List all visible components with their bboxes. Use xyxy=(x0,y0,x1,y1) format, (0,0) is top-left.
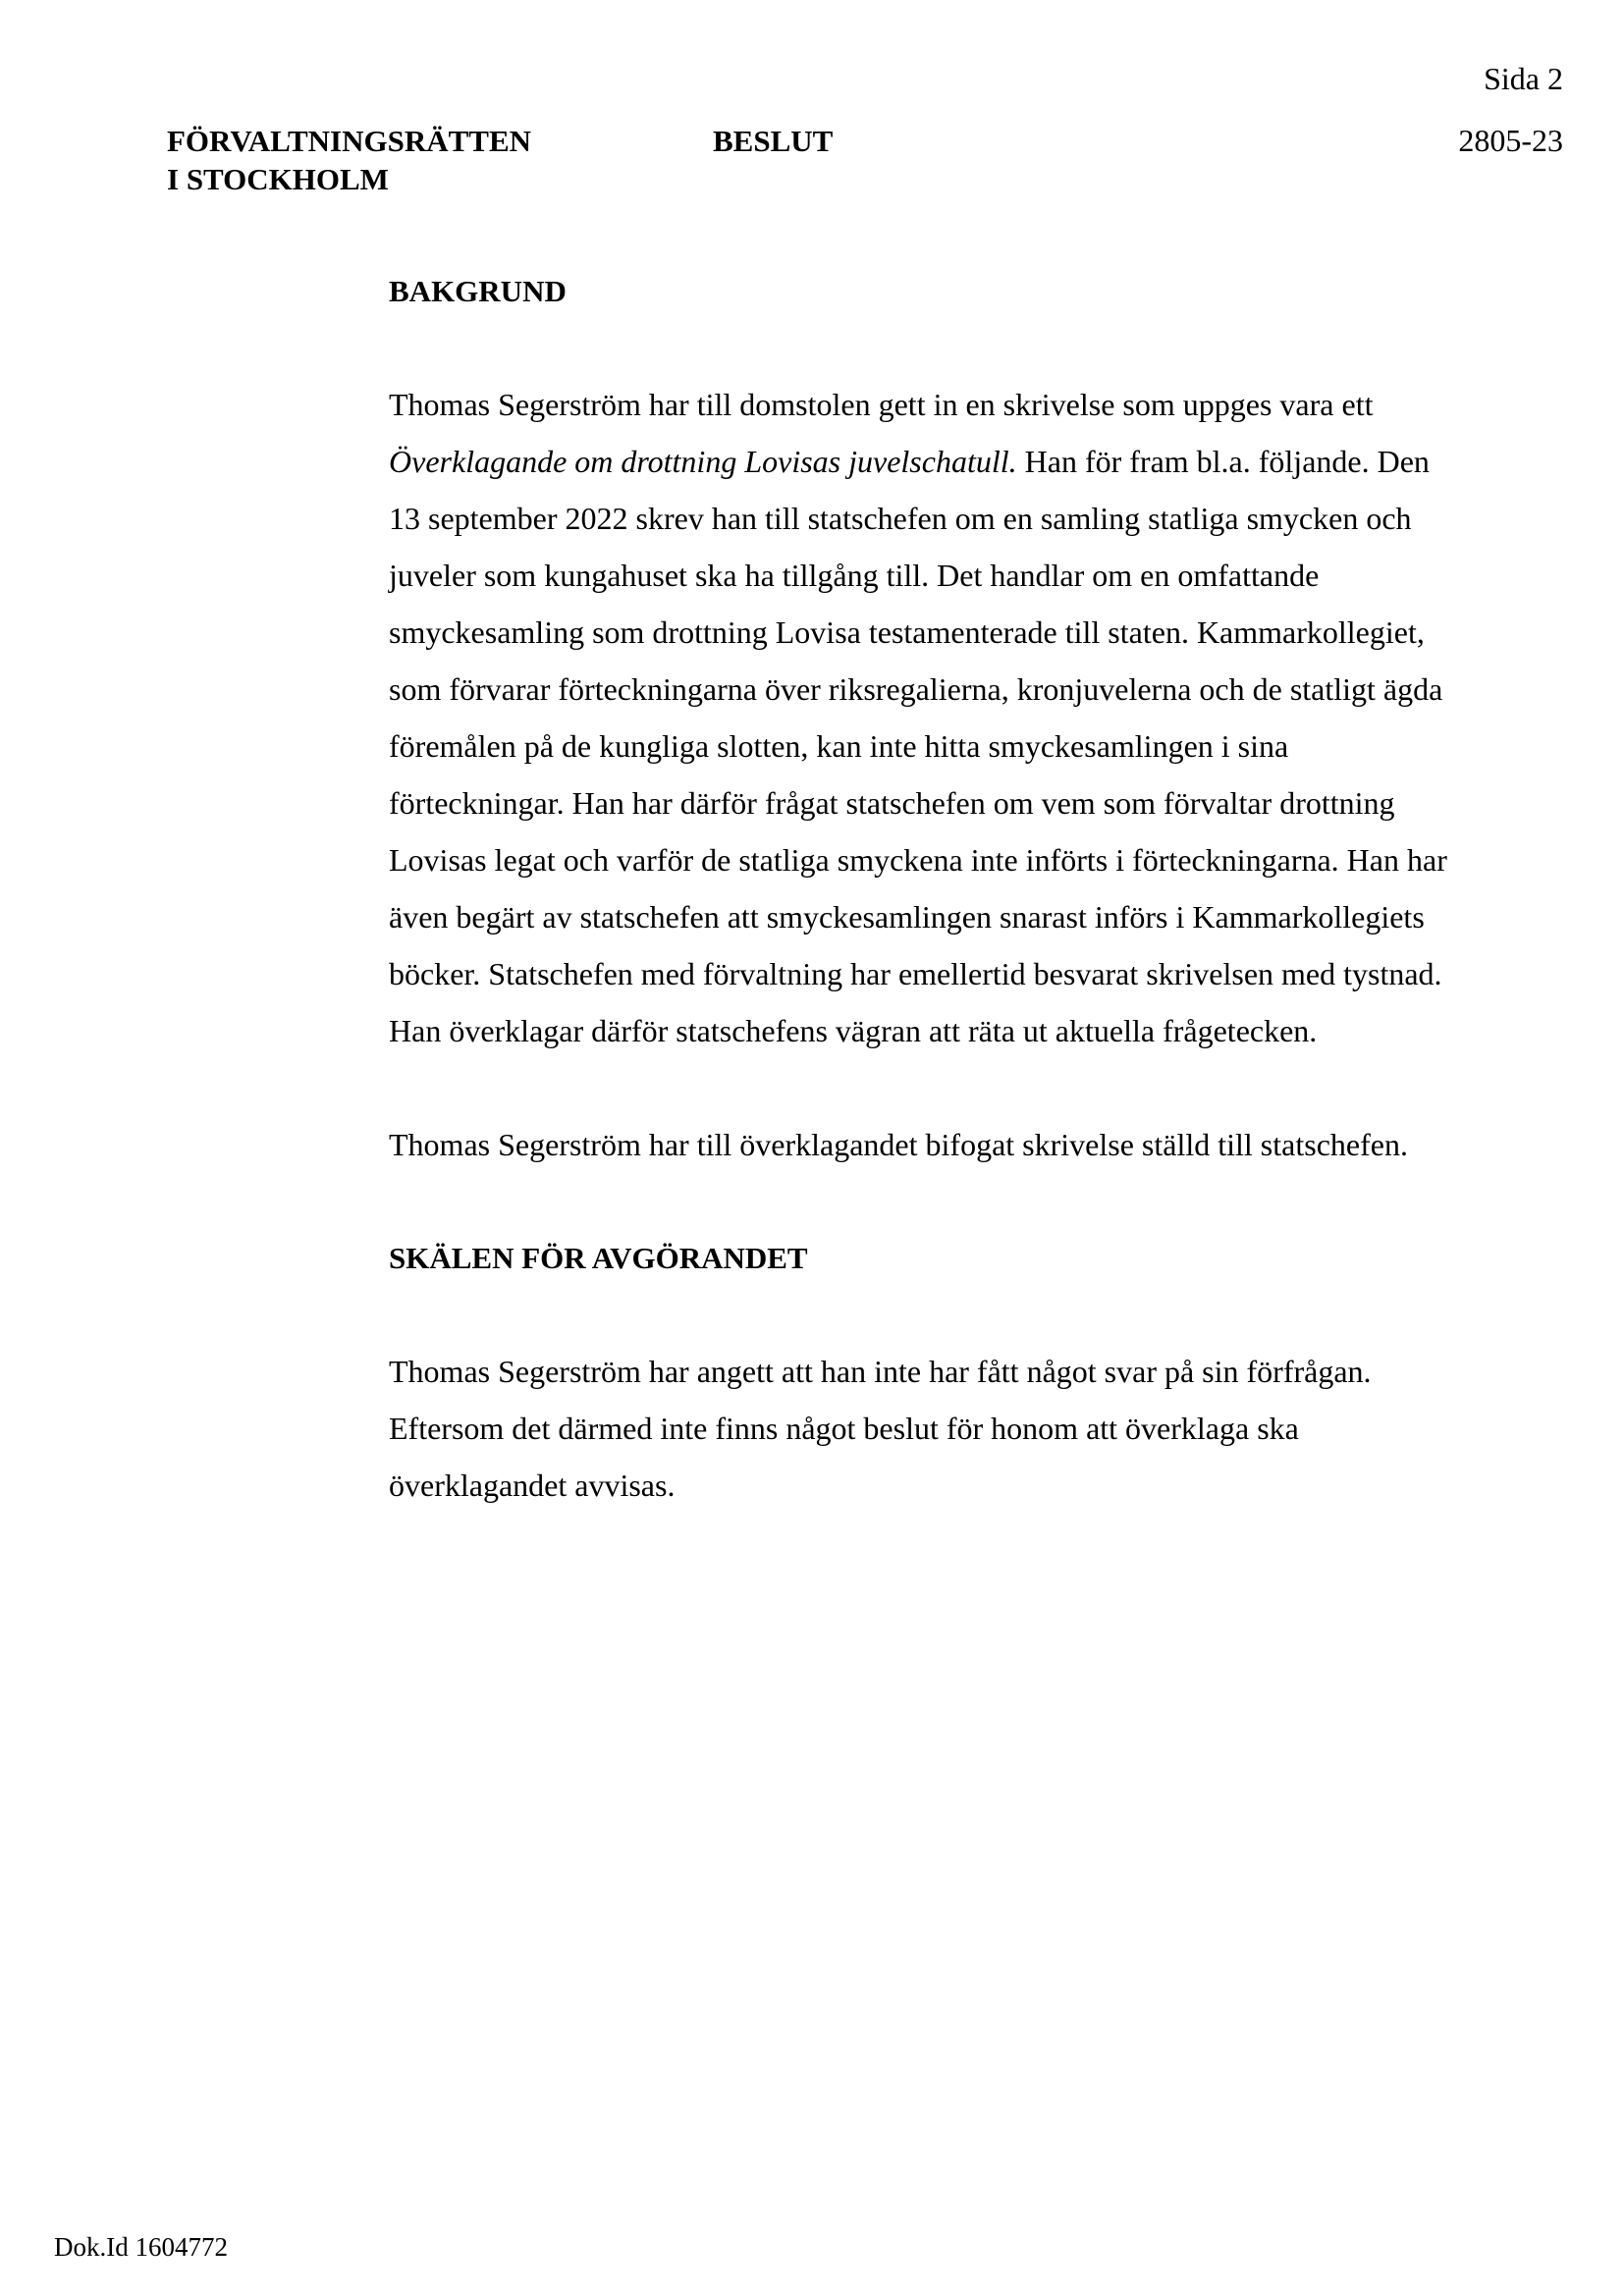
court-name xyxy=(167,122,531,198)
page-number: Sida 2 xyxy=(1484,61,1563,96)
reasons-paragraph-1: Thomas Segerström har angett att han inte har fått något svar på sin förfrågan. Eftersom det därmed inte finns något beslut för honom att överklaga ska överklagandet avvisas. xyxy=(389,1354,1372,1503)
document-id: Dok.Id 1604772 xyxy=(54,2232,228,2262)
document-type: BESLUT xyxy=(713,124,834,158)
heading-reasons: SKÄLEN FÖR AVGÖRANDET xyxy=(389,1241,808,1275)
heading-background: BAKGRUND xyxy=(389,274,567,308)
background-p1-part1: Thomas Segerström har till domstolen gett in en skrivelse som uppges vara ett xyxy=(389,387,1374,422)
document-body xyxy=(389,263,1449,1514)
background-p1-part2: Han för fram bl.a. följande. Den 13 september 2022 skrev han till statschefen om en samling statliga smycken och juveler som kungahuset ska ha tillgång till. Det handlar om en omfattande smyckesamling som drottning Lovisa testamenterade till staten. Kammarkollegiet, som förvarar förteckningarna över riksregalierna, kronjuvelerna och de statligt ägda föremålen på de kungliga slotten, kan inte hitta smyckesamlingen i sina förteckningar. Han har därför frågat statschefen om vem som förvaltar drottning Lovisas legat och varför de statliga smyckena inte införts i förteckningarna. Han har även begärt av statschefen att smyckesamlingen snarast införs i Kammarkollegiets böcker. Statschefen med förvaltning har emellertid besvarat skrivelsen med tystnad. Han överklagar därför statschefens vägran att räta ut aktuella frågetecken. xyxy=(389,444,1447,1048)
case-number: 2805-23 xyxy=(1458,123,1563,158)
background-paragraph-2: Thomas Segerström har till överklagandet bifogat skrivelse ställd till statschefen. xyxy=(389,1127,1408,1162)
background-p1-italic-title: Överklagande om drottning Lovisas juvelschatull. xyxy=(389,444,1017,479)
background-paragraph-1 xyxy=(389,376,1449,1059)
court-name-line1: FÖRVALTNINGSRÄTTEN xyxy=(167,124,532,158)
court-name-line2: I STOCKHOLM xyxy=(167,162,389,196)
